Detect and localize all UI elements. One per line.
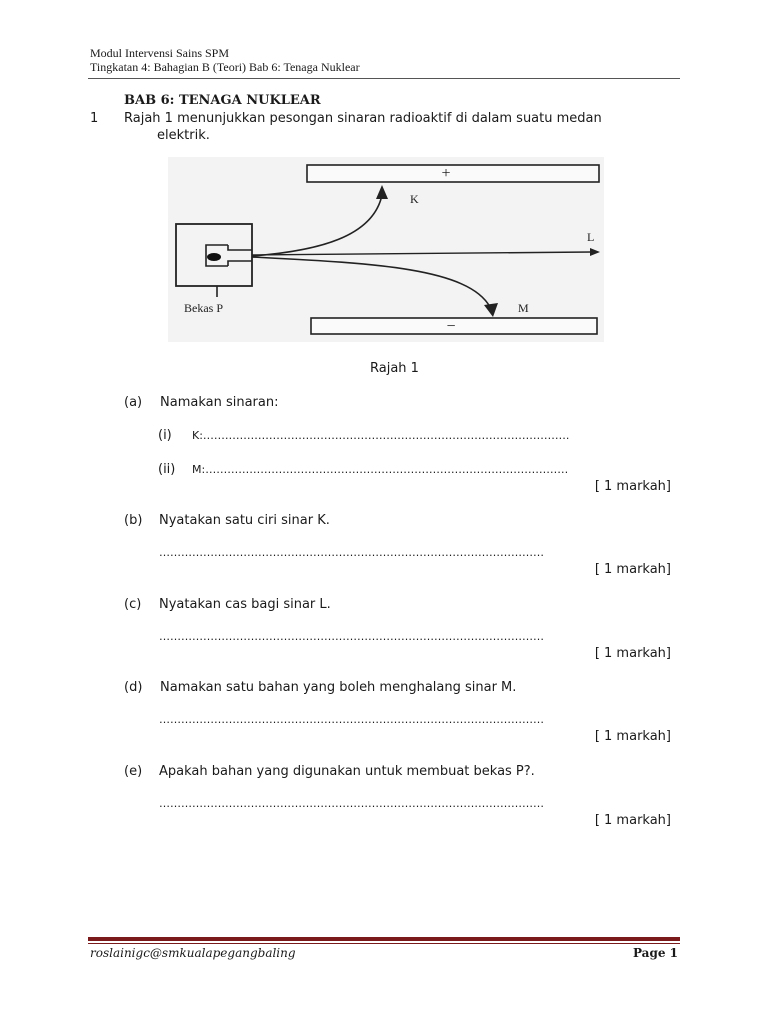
part-d-marks: [ 1 markah] bbox=[594, 729, 671, 744]
header-line-1: Modul Intervensi Sains SPM bbox=[90, 46, 230, 60]
part-c-label: (c) bbox=[124, 597, 142, 612]
part-a-i-label: (i) bbox=[158, 428, 172, 443]
part-b-marks: [ 1 markah] bbox=[594, 562, 671, 577]
radiation-deflection-diagram bbox=[168, 157, 604, 342]
radioactive-source bbox=[207, 253, 221, 261]
question-number: 1 bbox=[90, 111, 99, 126]
minus-sign: − bbox=[446, 318, 456, 335]
part-e-label: (e) bbox=[124, 764, 143, 779]
part-d-label: (d) bbox=[124, 680, 143, 695]
part-c-answer-line: …………………………………………………………………………………………… bbox=[159, 630, 544, 643]
chapter-title: BAB 6: TENAGA NUKLEAR bbox=[124, 93, 321, 108]
part-e-marks: [ 1 markah] bbox=[594, 813, 671, 828]
part-e-text: Apakah bahan yang digunakan untuk membuat bekas P?. bbox=[159, 764, 535, 779]
footer-page-number: Page 1 bbox=[632, 946, 678, 960]
part-b-answer-line: …………………………………………………………………………………………… bbox=[159, 546, 544, 559]
part-e-answer-line: …………………………………………………………………………………………… bbox=[159, 797, 544, 810]
part-a-text: Namakan sinaran: bbox=[160, 395, 279, 410]
part-b-text: Nyatakan satu ciri sinar K. bbox=[159, 513, 330, 528]
part-c-text: Nyatakan cas bagi sinar L. bbox=[159, 597, 331, 612]
part-d-text: Namakan satu bahan yang boleh menghalang sinar M. bbox=[160, 680, 517, 695]
part-c-marks: [ 1 markah] bbox=[594, 646, 671, 661]
footer-email: roslainigc@smkualapegangbaling bbox=[90, 946, 296, 960]
part-a-label: (a) bbox=[124, 395, 143, 410]
footer-rule-thick bbox=[88, 937, 680, 941]
header-line-2: Tingkatan 4: Bahagian B (Teori) Bab 6: Tenaga Nuklear bbox=[90, 60, 360, 74]
part-d-answer-line: …………………………………………………………………………………………… bbox=[159, 713, 544, 726]
question-stem-line-2: elektrik. bbox=[157, 128, 210, 143]
question-stem-line-1: Rajah 1 menunjukkan pesongan sinaran radioaktif di dalam suatu medan bbox=[124, 111, 602, 126]
footer-rule-thin bbox=[88, 943, 680, 944]
diagram-caption: Rajah 1 bbox=[370, 361, 419, 376]
positive-plate bbox=[307, 165, 599, 182]
part-a-marks: [ 1 markah] bbox=[594, 479, 671, 494]
plus-sign: + bbox=[441, 165, 451, 182]
part-a-ii-answer-line: M:……………………………………………………………………………………… bbox=[192, 463, 569, 476]
ray-l-label: L bbox=[587, 230, 595, 244]
container-label: Bekas P bbox=[184, 301, 223, 315]
part-b-label: (b) bbox=[124, 513, 143, 528]
header-rule bbox=[88, 78, 680, 79]
part-a-i-answer-line: K:………………………………………………………………………………………. bbox=[192, 429, 570, 442]
ray-m-label: M bbox=[518, 301, 529, 315]
ray-k-label: K bbox=[410, 192, 419, 206]
part-a-ii-label: (ii) bbox=[158, 462, 176, 477]
